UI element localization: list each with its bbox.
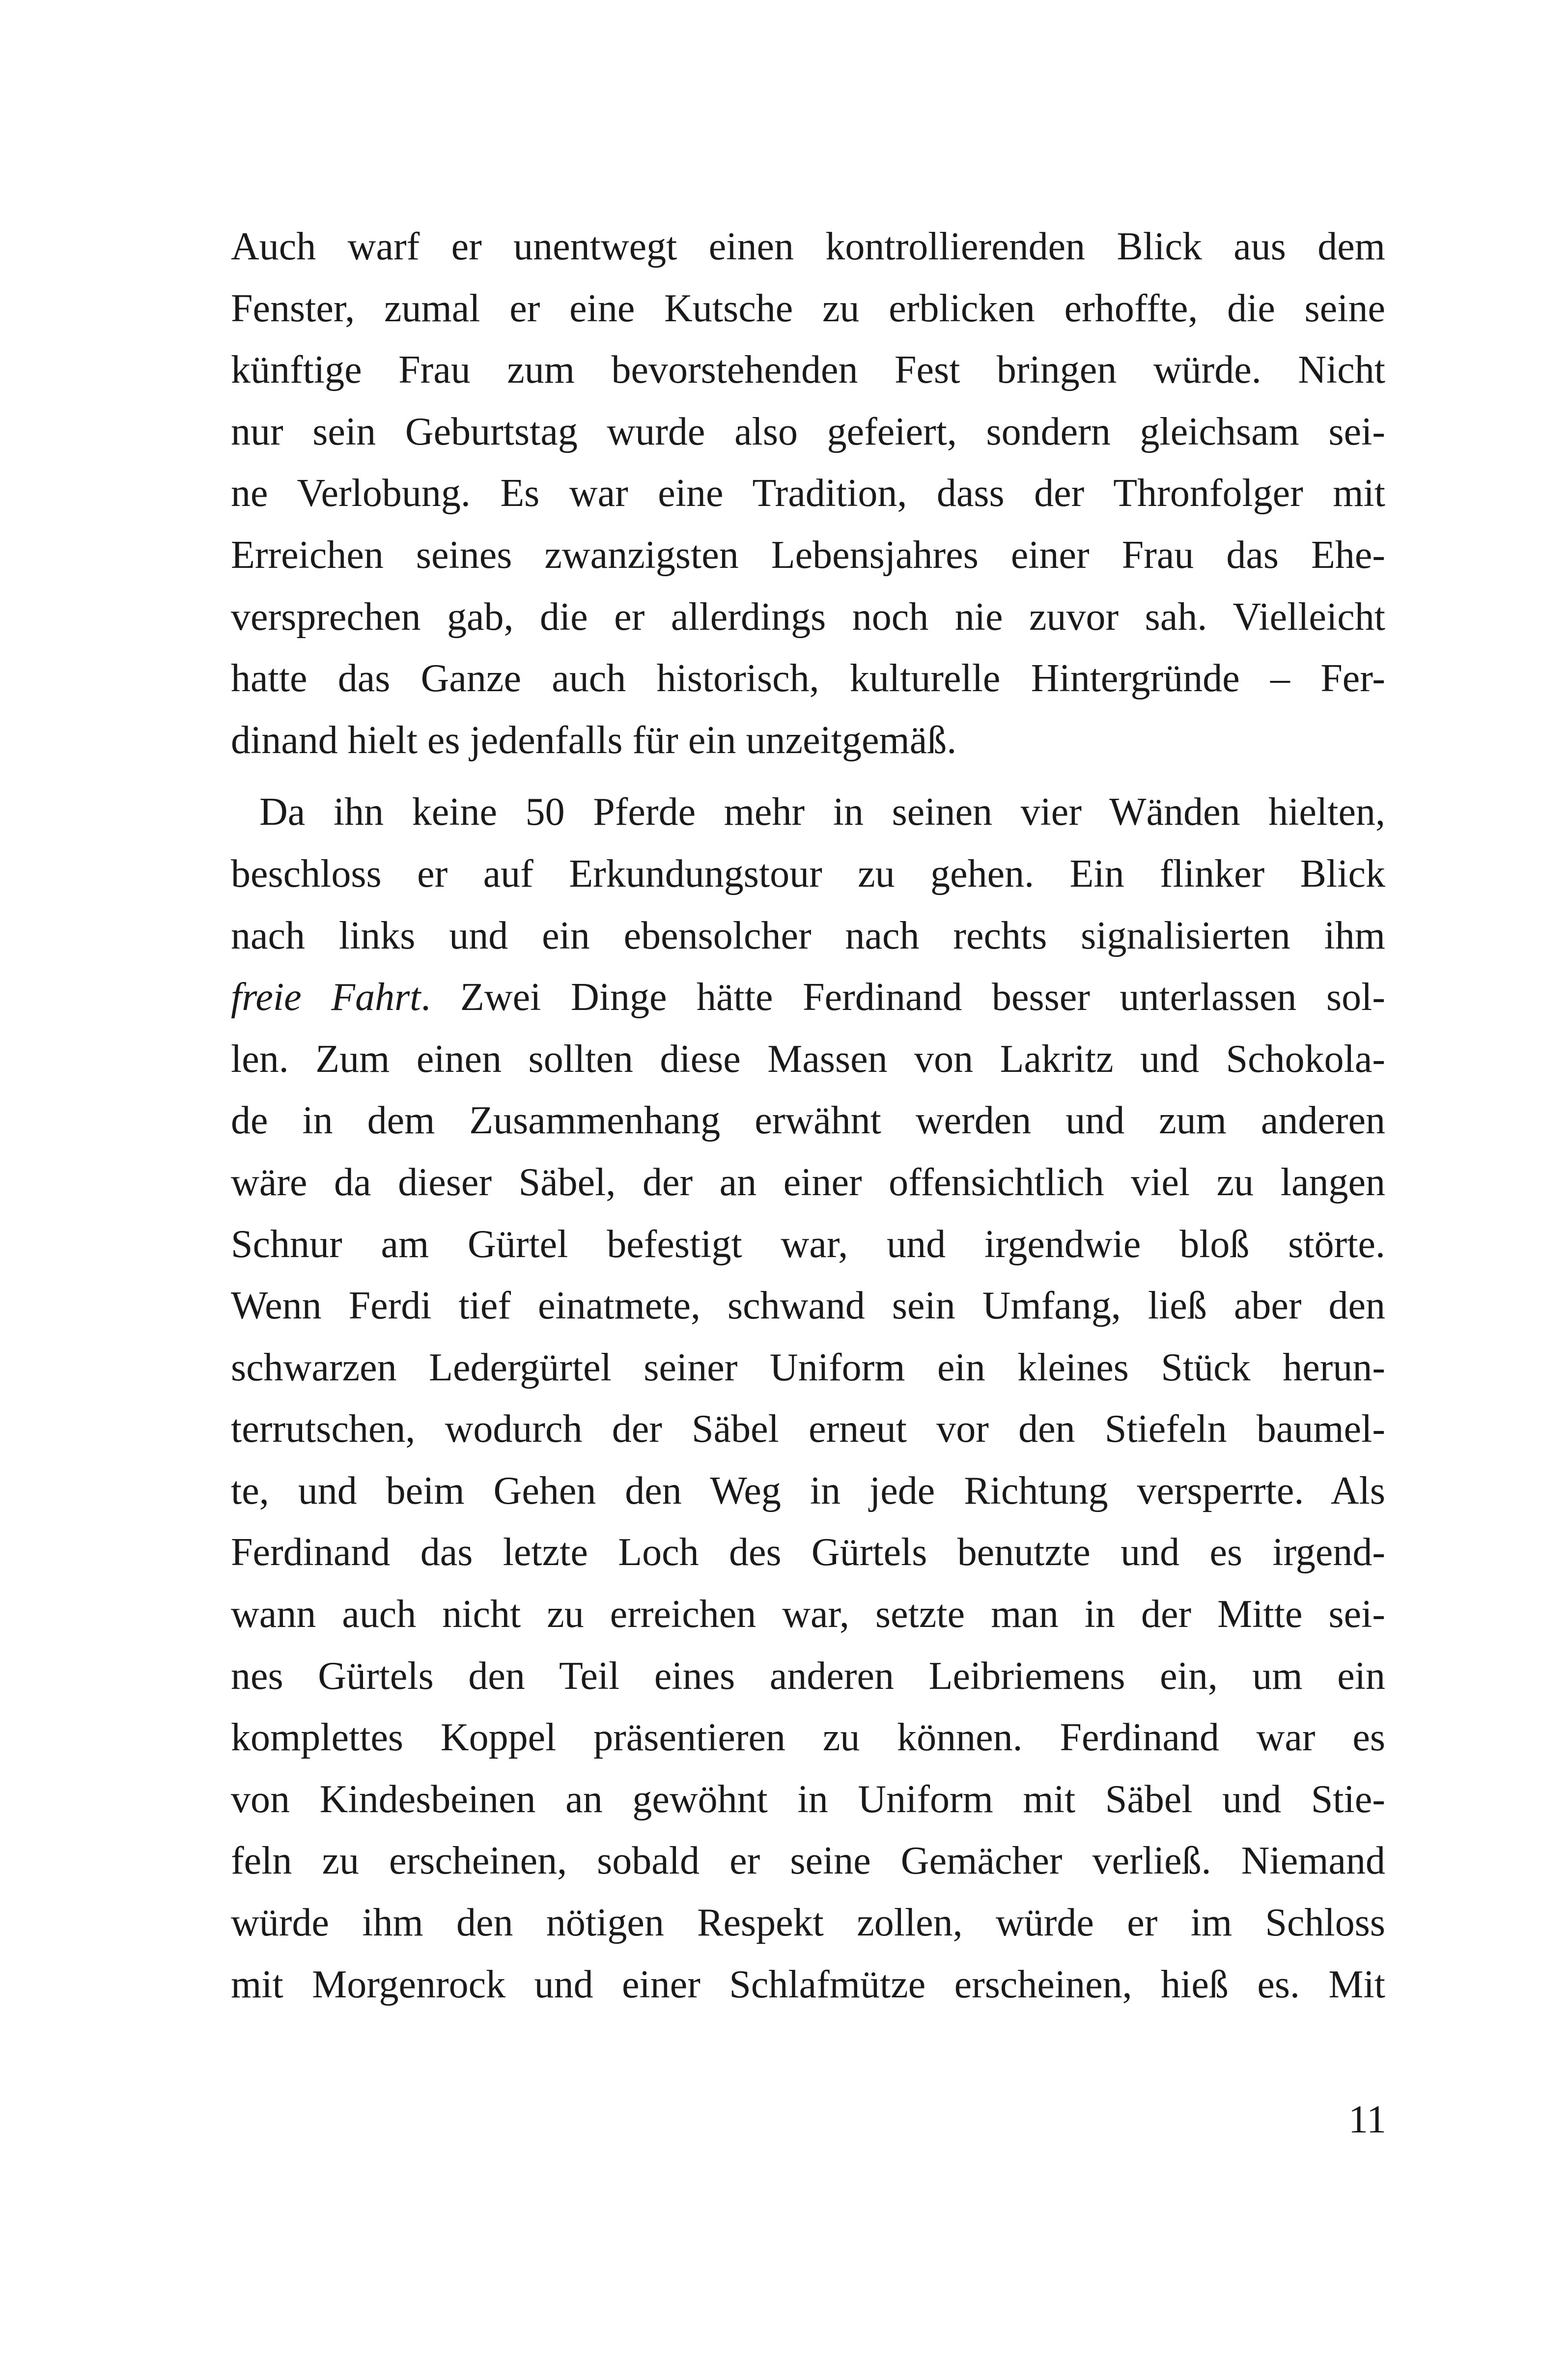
text-line-with-italic bbox=[231, 967, 1385, 1029]
text-line: schwarzen Ledergürtel seiner Uniform ein kleines Stück herun- bbox=[231, 1345, 1385, 1389]
text-line: terrutschen, wodurch der Säbel erneut vor den Stiefeln baumel- bbox=[231, 1407, 1385, 1451]
text-line: Auch warf er unentwegt einen kontrollierenden Blick aus dem bbox=[231, 225, 1385, 268]
text-line bbox=[231, 2016, 1385, 2077]
text-line: Ferdinand das letzte Loch des Gürtels benutzte und es irgend- bbox=[231, 1531, 1385, 1574]
text-line: len. Zum einen sollten diese Massen von Lakritz und Schokola- bbox=[231, 1037, 1385, 1081]
text-line: feln zu erscheinen, sobald er seine Gemächer verließ. Niemand bbox=[231, 1839, 1385, 1883]
paragraph-2 bbox=[231, 782, 1385, 2077]
text-line: nes Gürtels den Teil eines anderen Leibriemens ein, um ein bbox=[231, 1654, 1385, 1698]
text-line: künftige Frau zum bevorstehenden Fest bringen würde. Nicht bbox=[231, 348, 1385, 392]
text-line: te, und beim Gehen den Weg in jede Richtung versperrte. Als bbox=[231, 1469, 1385, 1513]
text-line: beschloss er auf Erkundungstour zu gehen. Ein flinker Blick bbox=[231, 852, 1385, 896]
paragraph-spacer bbox=[231, 771, 1385, 782]
text-line: würde ihm den nötigen Respekt zollen, würde er im Schloss bbox=[231, 1901, 1385, 1945]
text-line: ne Verlobung. Es war eine Tradition, dass der Thronfolger mit bbox=[231, 472, 1385, 515]
text-line: hatte das Ganze auch historisch, kulturelle Hintergründe – Fer- bbox=[231, 657, 1385, 701]
italic-phrase: freie Fahrt bbox=[231, 976, 421, 1019]
text-line: dinand hielt es jedenfalls für ein unzeitgemäß. bbox=[231, 718, 957, 762]
text-line: Da ihn keine 50 Pferde mehr in seinen vier Wänden hielten, bbox=[259, 790, 1385, 834]
text-line: wäre da dieser Säbel, der an einer offensichtlich viel zu langen bbox=[231, 1160, 1385, 1204]
text-fragment: . Zwei Dinge hätte Ferdinand besser unterlassen sol- bbox=[420, 976, 1386, 1019]
text-line: komplettes Koppel präsentieren zu können. Ferdinand war es bbox=[231, 1716, 1385, 1760]
text-line: Schnur am Gürtel befestigt war, und irgendwie bloß störte. bbox=[231, 1222, 1385, 1266]
text-line: Fenster, zumal er eine Kutsche zu erblicken erhoffte, die seine bbox=[231, 286, 1385, 330]
text-line: mit Morgenrock und einer Schlafmütze erscheinen, hieß es. Mit bbox=[231, 1962, 1385, 2006]
text-line: wann auch nicht zu erreichen war, setzte man in der Mitte sei- bbox=[231, 1593, 1385, 1636]
text-line: de in dem Zusammenhang erwähnt werden und zum anderen bbox=[231, 1099, 1385, 1143]
text-line: Erreichen seines zwanzigsten Lebensjahres einer Frau das Ehe- bbox=[231, 533, 1385, 577]
paragraph-1 bbox=[231, 216, 1385, 771]
text-line: nur sein Geburtstag wurde also gefeiert, sondern gleichsam sei- bbox=[231, 410, 1385, 453]
page-number: 11 bbox=[1348, 2098, 1386, 2141]
body-text bbox=[231, 216, 1385, 2077]
text-line: versprechen gab, die er allerdings noch nie zuvor sah. Vielleicht bbox=[231, 595, 1385, 639]
text-line: von Kindesbeinen an gewöhnt in Uniform mit Säbel und Stie- bbox=[231, 1777, 1385, 1821]
text-line: Wenn Ferdi tief einatmete, schwand sein Umfang, ließ aber den bbox=[231, 1284, 1385, 1328]
text-line: nach links und ein ebensolcher nach rechts signalisierten ihm bbox=[231, 914, 1385, 957]
